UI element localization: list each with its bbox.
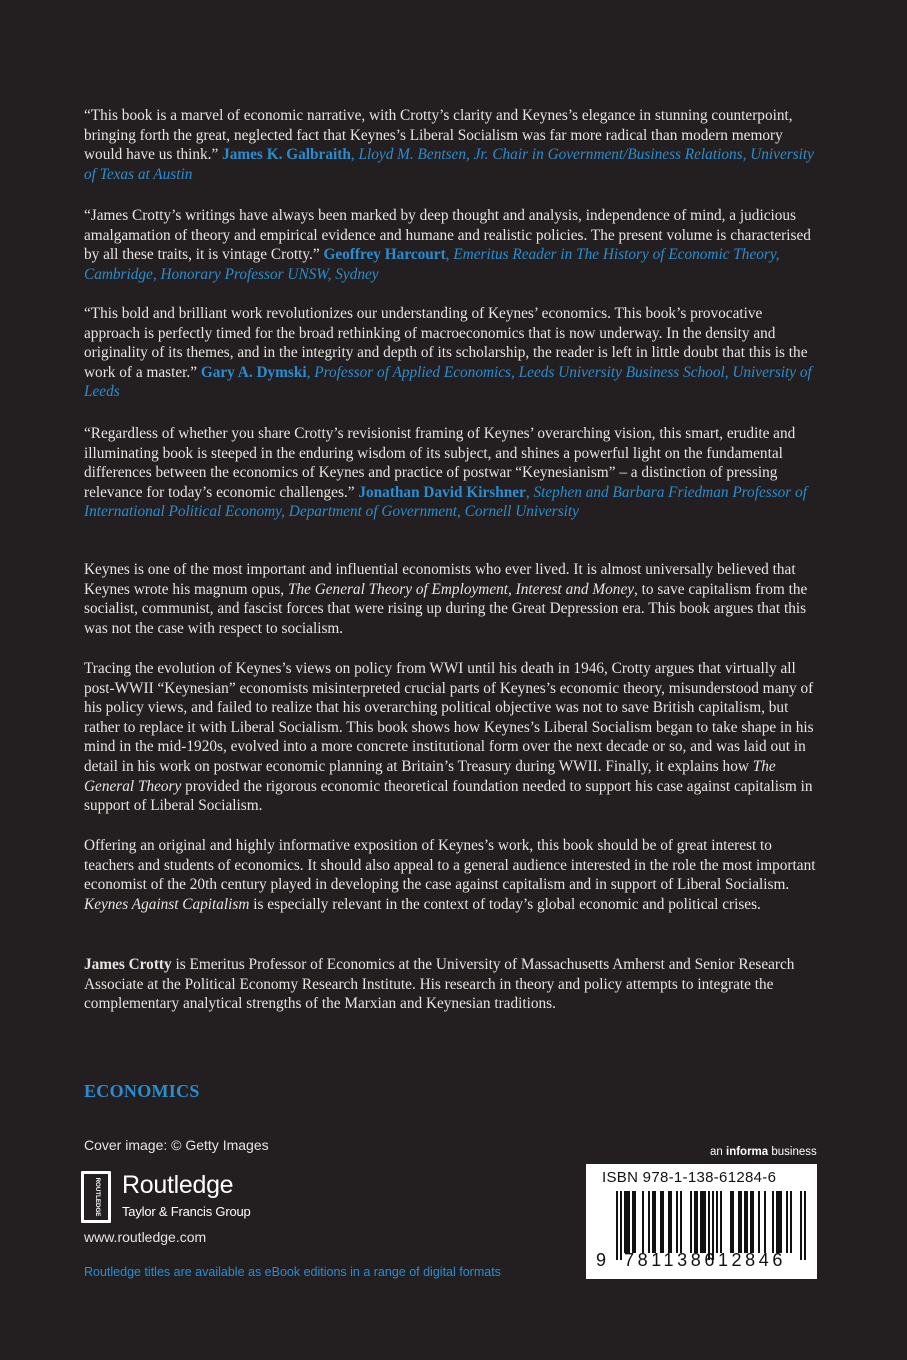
- barcode-bar: [690, 1191, 692, 1253]
- description-paragraph: [84, 836, 820, 914]
- barcode-bar: [780, 1191, 782, 1253]
- barcode-bar: [632, 1191, 634, 1253]
- endorsement-dymski: “This bold and brilliant work revolutionizes our understanding of Keynes’ economics. This book’s provocative approach is perfectly timed for the broad rethinking of macroeconomics that is now underway. In the density and originality of its themes, and in the integrity and depth of its scholarship, the reader is left in little doubt that this is the work of a master.” Gary A. Dymski, Professor of Applied Economics, Leeds University Business School, University of Leeds: [84, 305, 812, 401]
- endorsement-author: Geoffrey Harcourt: [323, 246, 446, 264]
- barcode-bar: [654, 1191, 656, 1253]
- barcode-bar: [744, 1191, 746, 1253]
- endorsement-affiliation: Professor of Applied Economics, Leeds University Business School, University of Leeds: [84, 363, 812, 401]
- endorsement-affiliation: Stephen and Barbara Friedman Professor of International Political Economy, Department of Government, Cornell University: [84, 483, 807, 521]
- barcode-bar: [616, 1191, 618, 1260]
- barcode-bar: [694, 1191, 696, 1253]
- informa-prefix: an: [710, 1146, 726, 1158]
- endorsement-affiliation: Emeritus Reader in The History of Economic Theory, Cambridge, Honorary Professor UNSW, Sydney: [84, 246, 780, 283]
- cover-image-credit: Cover image: © Getty Images: [84, 1137, 269, 1153]
- endorsement-quote: “James Crotty’s writings have always been marked by deep thought and analysis, independence of mind, a judicious amalgamation of theory and empirical evidence and humane and realistic policies. The present volume is characterised by all these traits, it is vintage Crotty.”: [84, 207, 811, 264]
- barcode-bar: [786, 1191, 788, 1253]
- barcode-bar: [620, 1191, 622, 1260]
- barcode-bar: [652, 1191, 654, 1253]
- author-bio-text: is Emeritus Professor of Economics at the University of Massachusetts Amherst and Senior Research Associate at the Political Economy Research Institute. His research in theory and policy attempts to integrate the complementary analytical strengths of the Marxian and Keynesian traditions.: [84, 956, 795, 1013]
- barcode-bar: [730, 1191, 732, 1253]
- endorsement-author: James K. Galbraith: [222, 146, 351, 164]
- isbn-label: ISBN 978-1-138-61284-6: [602, 1169, 777, 1186]
- barcode-bar: [648, 1191, 650, 1253]
- barcode-bar: [668, 1191, 670, 1253]
- author-bio: [84, 955, 820, 1014]
- book-title-italic: The General Theory: [84, 757, 776, 795]
- barcode-bar: [776, 1191, 778, 1253]
- barcode-bar: [758, 1191, 760, 1253]
- barcode-bar: [720, 1191, 722, 1253]
- barcode-bar: [750, 1191, 752, 1253]
- endorsement-author: Gary A. Dymski: [200, 363, 307, 381]
- informa-brand: informa: [726, 1146, 769, 1158]
- endorsement-author: Jonathan David Kirshner: [358, 483, 526, 501]
- barcode-bar: [778, 1191, 780, 1253]
- endorsement-kirshner: “Regardless of whether you share Crotty’s revisionist framing of Keynes’ overarching vision, this smart, erudite and illuminating book is steeped in the enduring wisdom of its subject, and shines a powerful light on the fundamental differences between the economics of Keynes and practice of postwar “Keynesianism” – a distinction of pressing relevance for today’s economic challenges.” Jonathan David Kirshner, Stephen and Barbara Friedman Professor of International Political Economy, Department of Government, Cornell University: [84, 425, 807, 521]
- barcode-bar: [790, 1191, 792, 1253]
- barcode-bar: [746, 1191, 748, 1253]
- barcode-bar: [624, 1191, 626, 1253]
- barcode-bar: [732, 1191, 734, 1253]
- barcode-bar: [738, 1191, 740, 1253]
- endorsement-harcourt: “James Crotty’s writings have always been marked by deep thought and analysis, independence of mind, a judicious amalgamation of theory and empirical evidence and humane and realistic policies. The present volume is characterised by all these traits, it is vintage Crotty.” Geoffrey Harcourt, Emeritus Reader in The History of Economic Theory, Cambridge, Honorary Professor UNSW, Sydney: [84, 207, 811, 283]
- book-title-italic: Keynes Against Capitalism: [84, 895, 250, 913]
- barcode-bar: [704, 1191, 706, 1253]
- publisher-group: Taylor & Francis Group: [122, 1204, 251, 1219]
- ebook-availability-note: Routledge titles are available as eBook editions in a range of digital formats: [84, 1265, 501, 1279]
- barcode-bar: [804, 1191, 806, 1260]
- description-text: Keynes is one of the most important and influential economists who ever lived. It is almost universally believed that Keynes wrote his magnum opus,: [84, 561, 796, 598]
- description-text: Tracing the evolution of Keynes’s views on policy from WWI until his death in 1946, Crotty argues that virtually all post-WWII “Keynesian” economists misinterpreted crucial parts of Keynes’s economic theory, misunderstood many of his policy views, and failed to realize that his overarching political objective was not to save British capitalism, but rather to replace it with Liberal Socialism. This book shows how Keynes’s Liberal Socialism began to take shape in his mind in the mid-1920s, evolved into a more concrete institutional form over the next decade or so, and was laid out in detail in his work on postwar economic planning at Britain’s Treasury during WWII. Finally, it explains how: [84, 660, 814, 775]
- barcode-bar: [634, 1191, 636, 1253]
- barcode-bar: [642, 1191, 644, 1253]
- barcode-bar: [700, 1191, 702, 1253]
- barcode-bar: [740, 1191, 742, 1253]
- barcode-bar: [628, 1191, 630, 1253]
- barcode-bar: [662, 1191, 664, 1253]
- book-title-italic: The General Theory of Employment, Interest and Money: [287, 580, 635, 598]
- isbn-barcode-box: [586, 1164, 817, 1279]
- description-text: provided the rigorous economic theoretical foundation needed to support his case against capitalism in support of Liberal Socialism.: [84, 777, 813, 815]
- informa-business-tag: [710, 1146, 817, 1158]
- description-text: is especially relevant in the context of today’s global economic and political crises.: [249, 895, 761, 913]
- barcode-bar: [764, 1191, 766, 1253]
- endorsement-quote: “This book is a marvel of economic narrative, with Crotty’s clarity and Keynes’s elegance in stunning counterpoint, bringing forth the great, neglected fact that Keynes’s Liberal Socialism was far more radical than modern memory would have us think.”: [84, 107, 793, 164]
- description-paragraph: [84, 659, 820, 816]
- publisher-name: Routledge: [122, 1171, 234, 1199]
- barcode-bar: [626, 1191, 628, 1253]
- endorsement-quote: “Regardless of whether you share Crotty’s revisionist framing of Keynes’ overarching vision, this smart, erudite and illuminating book is steeped in the enduring wisdom of its subject, and shines a powerful light on the fundamental differences between the economics of Keynes and practice of postwar “Keynesianism” – a distinction of pressing relevance for today’s economic challenges.”: [84, 425, 796, 501]
- endorsement-affiliation: Lloyd M. Bentsen, Jr. Chair in Government/Business Relations, University of Texas at Austin: [84, 146, 814, 183]
- description-text: Offering an original and highly informative exposition of Keynes’s work, this book should be of great interest to teachers and students of economics. It should also appeal to a general audience interested in the role the most important economist of the 20th century played in developing the case against capitalism and in support of Liberal Socialism.: [84, 837, 816, 894]
- endorsement-quote: “This bold and brilliant work revolutionizes our understanding of Keynes’ economics. This book’s provocative approach is perfectly timed for the broad rethinking of macroeconomics that is now underway. In the density and originality of its themes, and in the integrity and depth of its scholarship, the reader is left in little doubt that this is the work of a master.”: [84, 305, 808, 381]
- barcode-bar: [676, 1191, 678, 1253]
- barcode-bar: [800, 1191, 802, 1260]
- barcode-digits: 781138612846: [624, 1250, 786, 1270]
- description-text: , to save capitalism from the socialist, communist, and fascist forces that were rising up during the Great Depression era. This book argues that this was not the case with respect to socialism.: [84, 580, 808, 637]
- routledge-logo-mark-icon: [80, 1170, 112, 1224]
- barcode-first-digit: 9: [596, 1250, 607, 1270]
- barcode-bar: [670, 1191, 672, 1253]
- endorsement-galbraith: “This book is a marvel of economic narrative, with Crotty’s clarity and Keynes’s elegance in stunning counterpoint, bringing forth the great, neglected fact that Keynes’s Liberal Socialism was far more radical than modern memory would have us think.” James K. Galbraith, Lloyd M. Bentsen, Jr. Chair in Government/Business Relations, University of Texas at Austin: [84, 107, 814, 183]
- barcode-bar: [716, 1191, 718, 1253]
- publisher-website[interactable]: www.routledge.com: [84, 1229, 207, 1245]
- barcode-bar: [702, 1191, 704, 1253]
- informa-suffix: business: [768, 1146, 817, 1158]
- barcode-bar: [752, 1191, 754, 1253]
- logo-mark-text: ROUTLEDGE: [94, 1177, 101, 1217]
- barcode-bar: [660, 1191, 662, 1253]
- subject-category: ECONOMICS: [84, 1081, 200, 1101]
- description-paragraph: [84, 560, 820, 638]
- barcode-bar: [696, 1191, 698, 1253]
- author-name: James Crotty: [84, 956, 172, 973]
- routledge-logo: [80, 1170, 280, 1224]
- barcode-bar: [680, 1191, 682, 1253]
- barcode-bar: [772, 1191, 774, 1253]
